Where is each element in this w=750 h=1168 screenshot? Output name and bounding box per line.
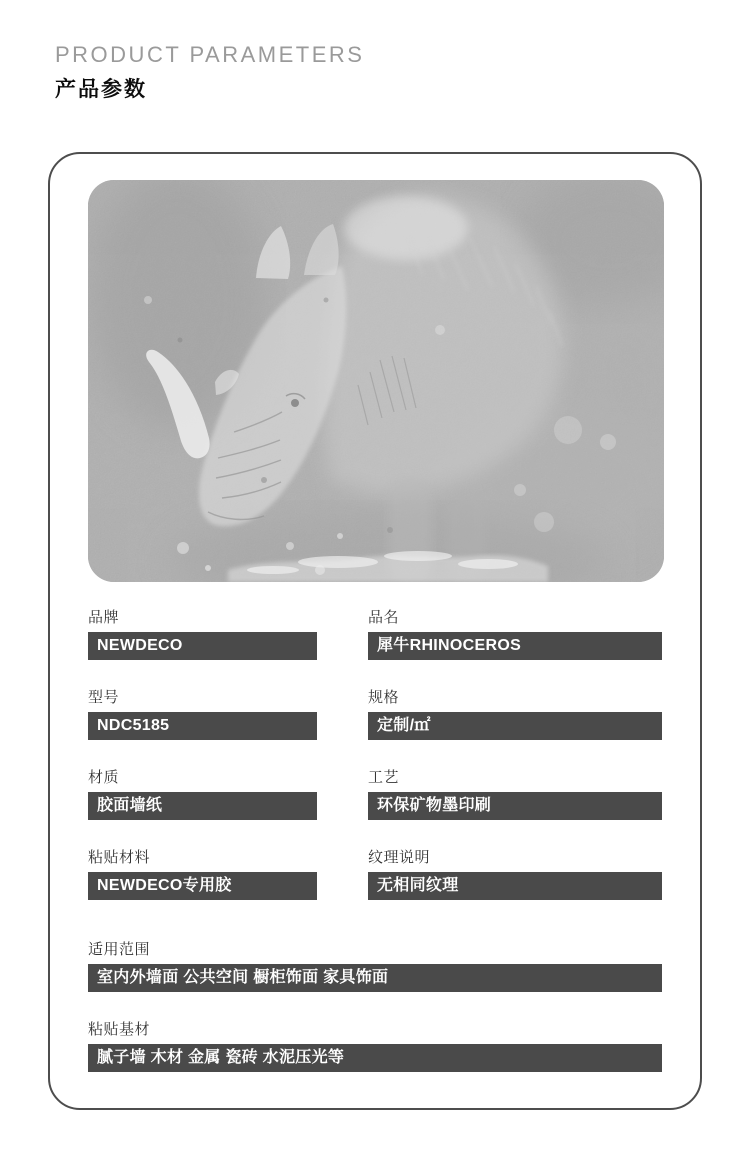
field-scope-value: 室内外墙面 公共空间 橱柜饰面 家具饰面 [88, 964, 662, 992]
page-title-zh: 产品参数 [55, 78, 147, 101]
rhino-artwork-image [88, 180, 664, 582]
field-model [88, 688, 317, 740]
page-header [0, 0, 750, 103]
field-spec [368, 688, 662, 740]
field-texture-label: 纹理说明 [368, 849, 431, 866]
field-model-value: NDC5185 [88, 712, 317, 740]
field-adhesive-label: 粘贴材料 [88, 849, 151, 866]
field-texture [368, 848, 662, 900]
field-material [88, 768, 317, 820]
field-model-label: 型号 [88, 689, 120, 706]
parameters-card [48, 152, 702, 1110]
field-substrate-value: 腻子墙 木材 金属 瓷砖 水泥压光等 [88, 1044, 662, 1072]
field-scope-label: 适用范围 [88, 941, 151, 958]
field-craft [368, 768, 662, 820]
field-spec-label: 规格 [368, 689, 400, 706]
product-image [88, 180, 664, 582]
field-material-label: 材质 [88, 769, 120, 786]
field-texture-value: 无相同纹理 [368, 872, 662, 900]
field-product-name-value: 犀牛RHINOCEROS [368, 632, 662, 660]
field-substrate [88, 1020, 662, 1072]
field-brand-value: NEWDECO [88, 632, 317, 660]
field-scope [88, 940, 662, 992]
parameter-fields [88, 608, 662, 1072]
field-brand-label: 品牌 [88, 609, 120, 626]
field-material-value: 胶面墙纸 [88, 792, 317, 820]
field-product-name-label: 品名 [368, 609, 400, 626]
field-brand [88, 608, 317, 660]
field-adhesive-value: NEWDECO专用胶 [88, 872, 317, 900]
field-product-name [368, 608, 662, 660]
field-substrate-label: 粘贴基材 [88, 1021, 151, 1038]
field-adhesive [88, 848, 317, 900]
field-craft-label: 工艺 [368, 769, 400, 786]
field-craft-value: 环保矿物墨印刷 [368, 792, 662, 820]
page-title-en: PRODUCT PARAMETERS [55, 42, 365, 67]
field-spec-value: 定制/㎡ [368, 712, 662, 740]
